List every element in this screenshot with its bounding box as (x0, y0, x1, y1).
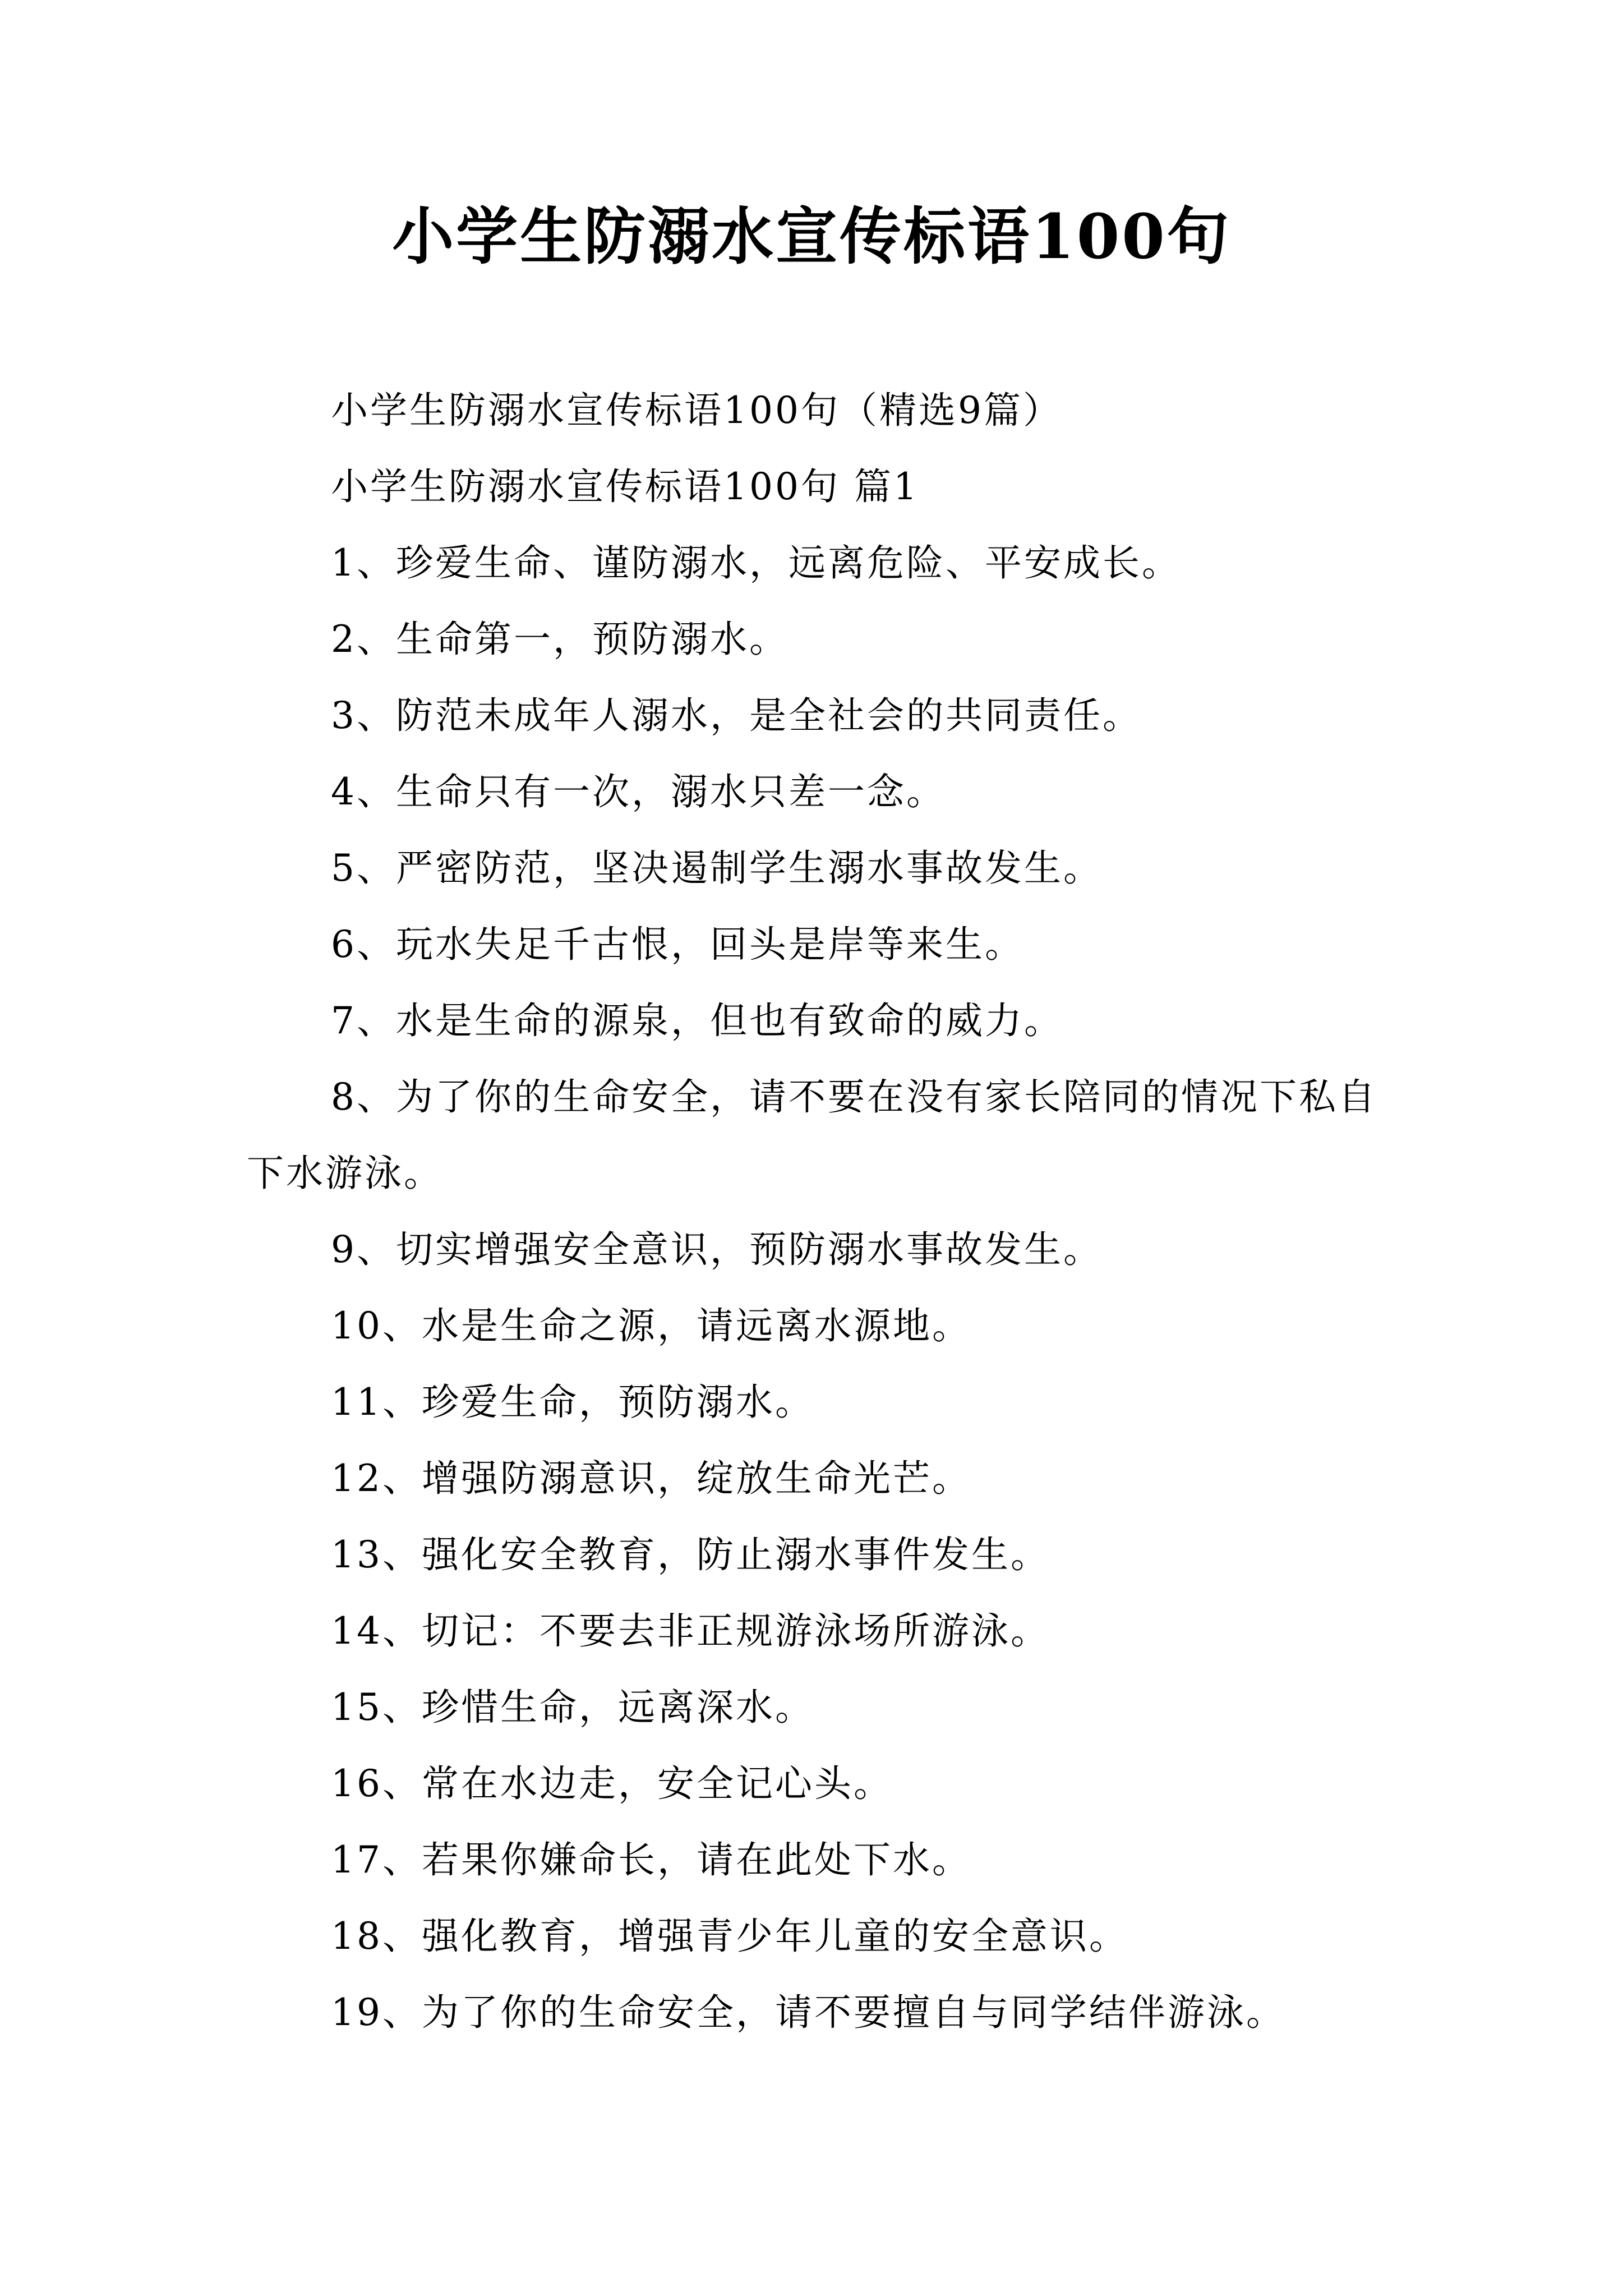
document-title: 小学生防溺水宣传标语100句 (392, 200, 1231, 273)
list-item: 14、切记：不要去非正规游泳场所游泳。 (331, 1609, 1050, 1653)
list-item: 13、强化安全教育，防止溺水事件发生。 (331, 1533, 1050, 1576)
list-item: 3、防范未成年人溺水，是全社会的共同责任。 (331, 694, 1142, 737)
list-item: 7、水是生命的源泉，但也有致命的威力。 (331, 999, 1063, 1042)
list-item: 18、强化教育，增强青少年儿童的安全意识。 (331, 1915, 1128, 1958)
list-item: 12、增强防溺意识，绽放生命光芒。 (331, 1457, 971, 1500)
document-subtitle: 小学生防溺水宣传标语100句（精选9篇） (331, 389, 1062, 432)
list-item: 16、常在水边走，安全记心头。 (331, 1762, 893, 1805)
list-item: 6、玩水失足千古恨，回头是岸等来生。 (331, 923, 1024, 966)
list-item: 5、严密防范，坚决遏制学生溺水事故发生。 (331, 846, 1103, 890)
section-heading: 小学生防溺水宣传标语100句 篇1 (331, 465, 919, 508)
list-item: 19、为了你的生命安全，请不要擅自与同学结伴游泳。 (331, 1991, 1285, 2034)
list-item: 9、切实增强安全意识，预防溺水事故发生。 (331, 1228, 1103, 1271)
list-item: 8、为了你的生命安全，请不要在没有家长陪同的情况下私自下水游泳。 (247, 1075, 1377, 1195)
list-item: 2、生命第一，预防溺水。 (331, 618, 789, 661)
list-item: 11、珍爱生命，预防溺水。 (331, 1381, 814, 1424)
list-item: 15、珍惜生命，远离深水。 (331, 1686, 814, 1729)
document-body (247, 372, 1380, 2051)
list-item: 17、若果你嫌命长，请在此处下水。 (331, 1838, 971, 1881)
list-item: 4、生命只有一次，溺水只差一念。 (331, 770, 946, 813)
list-item: 1、珍爱生命、谨防溺水，远离危险、平安成长。 (331, 541, 1181, 585)
list-item: 10、水是生命之源，请远离水源地。 (331, 1304, 971, 1347)
